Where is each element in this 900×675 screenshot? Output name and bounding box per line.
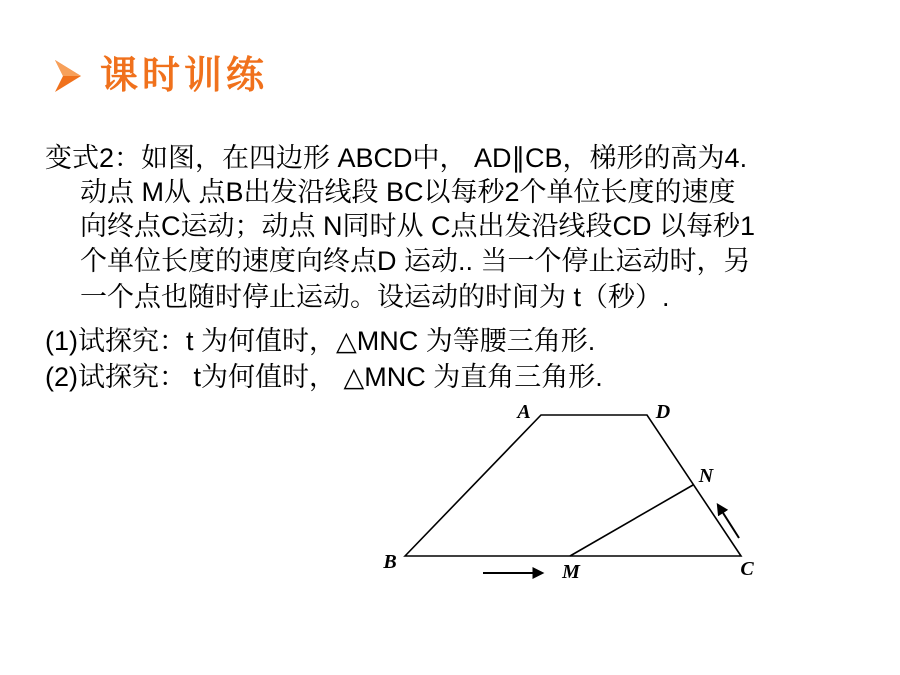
problem-line-2: 动点 M从 点B出发沿线段 BC以每秒2个单位长度的速度 — [80, 177, 736, 207]
label-a: A — [517, 401, 531, 423]
problem-line-5: 一个点也随时停止运动。设运动的时间为 t（秒）. — [80, 282, 670, 312]
heading-title: 课时训练 — [100, 53, 269, 97]
label-n: N — [698, 465, 714, 487]
problem-line-1: 变式2：如图，在四边形 ABCD中， AD∥CB，梯形的高为4. — [45, 143, 748, 173]
problem-line-4: 个单位长度的速度向终点D 运动.. 当一个停止运动时，另 — [80, 246, 751, 276]
arrow-bullet-icon — [52, 58, 84, 94]
label-m: M — [562, 561, 580, 583]
problem-line-3: 向终点C运动；动点 N同时从 C点出发沿线段CD 以每秒1 — [80, 211, 756, 241]
question-2: (2)试探究： t为何值时， △MNC 为直角三角形. — [45, 362, 603, 392]
label-d: D — [655, 401, 671, 423]
trapezoid-diagram — [370, 395, 770, 595]
arrow-up-left-icon — [718, 505, 739, 538]
question-1: (1)试探究：t 为何值时，△MNC 为等腰三角形. — [45, 326, 596, 356]
segment-mn — [570, 485, 693, 556]
label-b: B — [383, 551, 397, 573]
label-c: C — [740, 558, 754, 580]
